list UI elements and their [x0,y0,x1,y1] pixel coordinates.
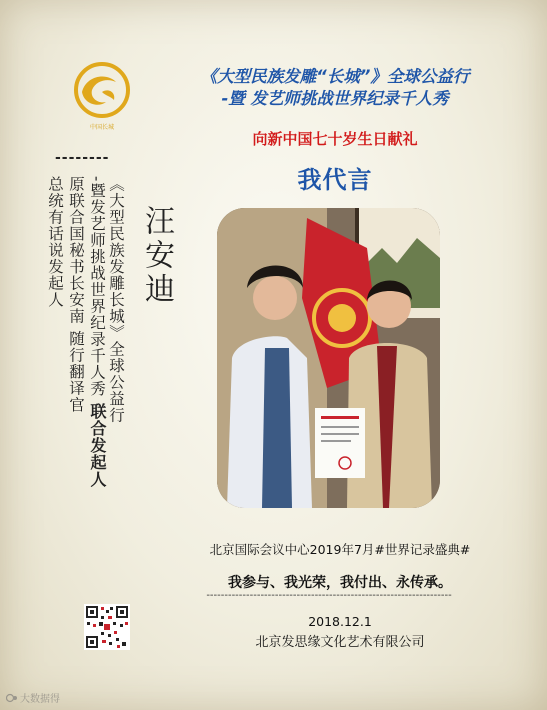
campaign-line-1: 《大型民族发雕长城》全球公益行 [107,176,125,424]
qr-code [84,604,130,650]
motto-text: 我参与、我光荣，我付出、永传承。 [228,575,452,591]
title-block [150,66,520,110]
dash-divider: -------- [55,150,110,166]
footer-separator: -------------------------------------------------------------------- [206,590,452,601]
watermark [6,690,60,705]
note-line: 总统有话说发起人 [46,176,64,308]
role-line: 原联合国秘书长安南 随行翻译官 [67,176,85,413]
campaign-line-2 [86,176,109,488]
photo [217,208,440,508]
watermark-logo-icon [6,693,18,703]
title-line-2: -暨 发艺师挑战世界纪录千人秀 [221,89,449,108]
subtitle: 向新中国七十岁生日献礼 [252,130,418,148]
person-name: 汪安迪 [139,205,174,307]
date-text: 2018.12.1 [308,614,372,629]
watermark-text: 大数据得 [20,694,60,705]
title-line-1: 《大型民族发雕“长城”》全球公益行 [200,67,470,86]
campaign-line-2-main: -暨发艺师挑战世界纪录千人秀 [88,176,106,397]
logo-caption: 中国长城 [89,124,114,131]
company-name: 北京发思缘文化艺术有限公司 [255,635,425,650]
spokesperson-heading: 我代言 [297,166,373,194]
venue-text: 北京国际会议中心2019年7月#世界记录盛典# [209,542,471,557]
campaign-role: 联合发起人 [88,402,107,488]
